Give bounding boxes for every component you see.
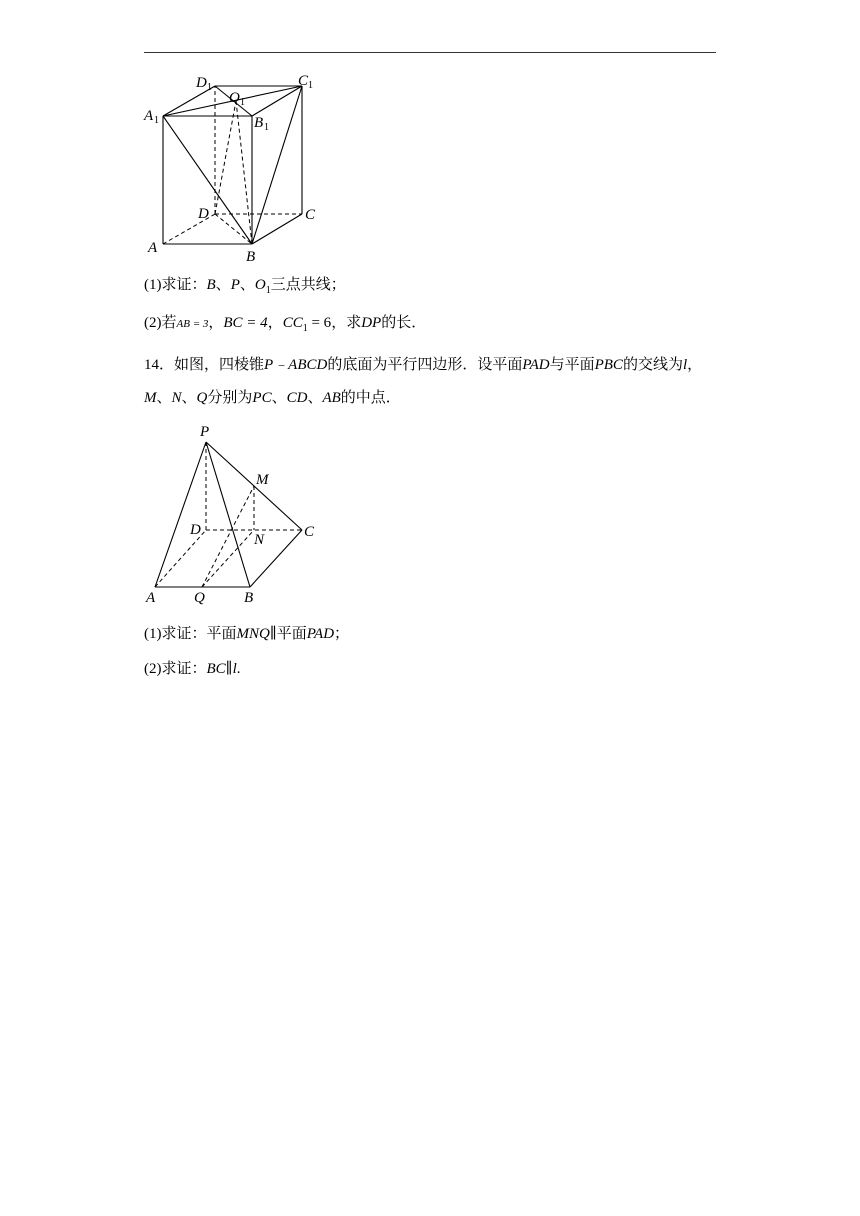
q14-part1-prefix: (1)求证：平面	[144, 626, 237, 642]
q13-part2-suffix: 的长．	[381, 315, 427, 331]
q13-part1-suffix: 三点共线；	[270, 277, 346, 293]
line-l: l	[232, 661, 237, 677]
point-o1: O	[254, 277, 266, 293]
expr-cc1: CC	[282, 315, 303, 331]
point-o1-sub: 1	[265, 285, 271, 296]
q14-text: 的底面为平行四边形．设平面	[327, 357, 523, 373]
label-a1: A	[144, 108, 154, 124]
plane-pbc: PBC	[594, 357, 623, 373]
segment-ab: AB	[322, 390, 341, 406]
q14-text: 分别为	[207, 390, 253, 406]
parallel-symbol: ∥	[269, 626, 277, 642]
label-c: C	[304, 524, 315, 540]
plane-mnq: MNQ	[236, 626, 270, 642]
q13-part1	[144, 275, 346, 301]
label-d: D	[198, 206, 209, 222]
sep: 、	[239, 277, 255, 293]
q14-text: 的交线为	[622, 357, 683, 373]
expr-cc1-value: = 6	[307, 315, 332, 331]
label-m: M	[256, 472, 269, 488]
sep: 、	[307, 390, 323, 406]
sep: ，	[208, 315, 224, 331]
edge-p-a	[155, 442, 206, 587]
q13-part2-mid: ，求	[331, 315, 362, 331]
edge-b-o1	[236, 101, 252, 244]
pyramid-name: P﹣ABCD	[264, 357, 328, 373]
segment-bc: BC	[206, 661, 226, 677]
q14-part2-prefix: (2)求证：	[144, 661, 207, 677]
point-b: B	[206, 277, 216, 293]
plane-pad: PAD	[306, 626, 335, 642]
point-p: P	[230, 277, 240, 293]
label-o1: O	[229, 90, 240, 106]
edge-d-o1	[215, 101, 236, 214]
edge-d-b	[215, 214, 252, 244]
prism-svg	[140, 68, 330, 264]
label-a1-sub: 1	[154, 115, 159, 126]
plane-pad: PAD	[522, 357, 550, 373]
sep: 、	[181, 390, 197, 406]
figure-prism	[140, 68, 330, 264]
label-n: N	[254, 532, 265, 548]
q13-part2	[144, 313, 426, 339]
label-c1-sub: 1	[308, 80, 313, 91]
parallel-symbol: ∥	[225, 661, 233, 677]
edge-p-b	[206, 442, 250, 587]
segment-pc: PC	[252, 390, 272, 406]
q14-line1	[144, 355, 702, 375]
label-c1: C	[298, 73, 309, 89]
segment-cd: CD	[286, 390, 308, 406]
q14-line2	[144, 388, 401, 408]
sep: 、	[156, 390, 172, 406]
expr-cc1-sub: 1	[302, 323, 308, 334]
q13-part1-prefix: (1)求证：	[144, 277, 207, 293]
q14-part1-suffix: ；	[334, 626, 350, 642]
label-a: A	[148, 240, 158, 256]
label-b: B	[244, 590, 254, 606]
label-d1: D	[196, 75, 207, 91]
expr-ab: AB = 3	[176, 318, 209, 330]
edge-a-d	[155, 530, 206, 587]
label-b: B	[246, 249, 256, 265]
edge-q-n	[202, 530, 254, 587]
q14-text: ，	[687, 357, 703, 373]
label-d1-sub: 1	[207, 82, 212, 93]
sep: 、	[271, 390, 287, 406]
label-q: Q	[194, 590, 205, 606]
q14-text: 的中点．	[340, 390, 401, 406]
q14-number: 14．如图，四棱锥	[144, 357, 265, 373]
label-c: C	[305, 207, 316, 223]
expr-bc: BC = 4	[223, 315, 268, 331]
q14-text: 与平面	[549, 357, 595, 373]
point-q: Q	[196, 390, 208, 406]
sep: 、	[215, 277, 231, 293]
point-m: M	[144, 390, 157, 406]
q13-part2-prefix: (2)若	[144, 315, 177, 331]
label-a: A	[146, 590, 156, 606]
label-o1-sub: 1	[240, 97, 245, 108]
q14-part1-mid: 平面	[276, 626, 307, 642]
label-b1: B	[254, 115, 264, 131]
header-rule	[144, 52, 716, 53]
figure-pyramid	[140, 420, 330, 610]
edge-b-c1	[252, 86, 302, 244]
line-l: l	[682, 357, 688, 373]
q14-part2	[144, 659, 241, 679]
edge-a1-b	[163, 116, 252, 244]
label-b1-sub: 1	[264, 122, 269, 133]
q14-part2-suffix: .	[236, 661, 241, 677]
q14-part1	[144, 624, 349, 644]
edge-q-m	[202, 486, 254, 587]
point-n: N	[171, 390, 182, 406]
label-d: D	[190, 522, 201, 538]
label-p: P	[200, 424, 210, 440]
sep: ，	[267, 315, 283, 331]
segment-dp: DP	[361, 315, 382, 331]
pyramid-svg	[140, 420, 330, 610]
